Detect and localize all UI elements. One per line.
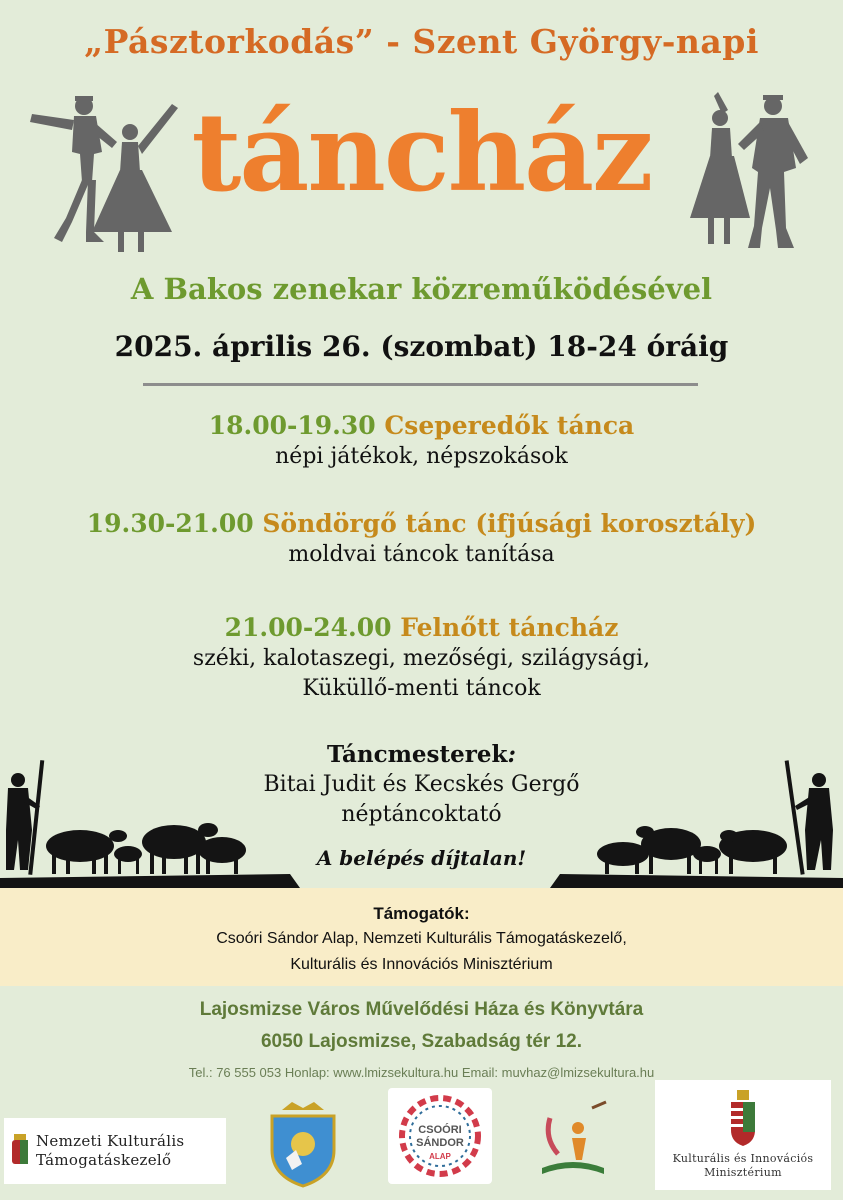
masters-label: Táncmesterek: [327, 741, 508, 768]
supporters-band: [0, 888, 843, 986]
schedule-name: Cseperedők tánca: [384, 411, 635, 440]
schedule-item: [0, 410, 843, 472]
supporters-label: Támogatók:: [373, 904, 470, 923]
schedule-name: Söndörgő tánc (ifjúsági korosztály): [262, 509, 757, 538]
dance-masters: [0, 740, 843, 830]
event-title: táncház: [191, 90, 652, 216]
organizer-address: 6050 Lajosmizse, Szabadság tér 12.: [260, 1031, 583, 1052]
hungarian-coat-of-arms-icon: [728, 1090, 758, 1148]
nka-line1: Nemzeti Kulturális: [36, 1132, 185, 1150]
nka-line2: Támogatáskezelő: [36, 1151, 172, 1169]
supporters-line: Kulturális és Innovációs Minisztérium: [290, 956, 553, 973]
schedule-desc: Küküllő-menti táncok: [302, 676, 541, 701]
csoori-sandor-logo: [388, 1088, 492, 1184]
supporters-line: Csoóri Sándor Alap, Nemzeti Kulturális Támogatáskezelő,: [216, 930, 627, 947]
schedule-item: [0, 508, 843, 570]
organizer-block: [0, 994, 843, 1086]
entry-free: A belépés díjtalan!: [316, 846, 527, 870]
ministry-line2: Minisztérium: [704, 1166, 782, 1179]
library-logo-icon: [532, 1098, 614, 1180]
schedule-desc: széki, kalotaszegi, mezőségi, szilágysági,: [192, 646, 651, 671]
csoori-line1: CSOÓRI: [418, 1124, 462, 1136]
schedule-name: Felnőtt táncház: [400, 613, 619, 642]
csoori-line3: ALAP: [429, 1152, 451, 1161]
schedule-desc: népi játékok, népszokások: [275, 444, 568, 469]
schedule-time: 21.00-24.00: [224, 613, 392, 642]
ministry-line1: Kulturális és Innovációs: [672, 1152, 814, 1165]
ground-strip: [0, 872, 843, 888]
nka-logo: [4, 1118, 226, 1184]
event-date: 2025. április 26. (szombat) 18-24 óráig: [114, 330, 729, 363]
csoori-line2: SÁNDOR: [416, 1137, 464, 1149]
schedule-time: 18.00-19.30: [208, 411, 376, 440]
organizer-name: Lajosmizse Város Művelődési Háza és Könyvtára: [199, 999, 644, 1020]
masters-names: Bitai Judit és Kecskés Gergő: [263, 772, 580, 797]
masters-colon: :: [507, 741, 516, 768]
event-subtitle: „Pásztorkodás” - Szent György-napi: [84, 22, 759, 61]
city-coat-of-arms-icon: [262, 1098, 344, 1188]
ministry-logo: [655, 1080, 831, 1190]
schedule-item: [0, 612, 843, 704]
hungarian-crest-icon: [10, 1132, 30, 1170]
divider: [143, 383, 698, 386]
organizer-contact: Tel.: 76 555 053 Honlap: www.lmizsekultura.hu Email: muvhaz@lmizsekultura.hu: [188, 1065, 655, 1080]
schedule-desc: moldvai táncok tanítása: [288, 542, 555, 567]
schedule-time: 19.30-21.00: [86, 509, 254, 538]
band-line: A Bakos zenekar közreműködésével: [130, 272, 713, 306]
masters-role: néptáncoktató: [341, 802, 502, 827]
